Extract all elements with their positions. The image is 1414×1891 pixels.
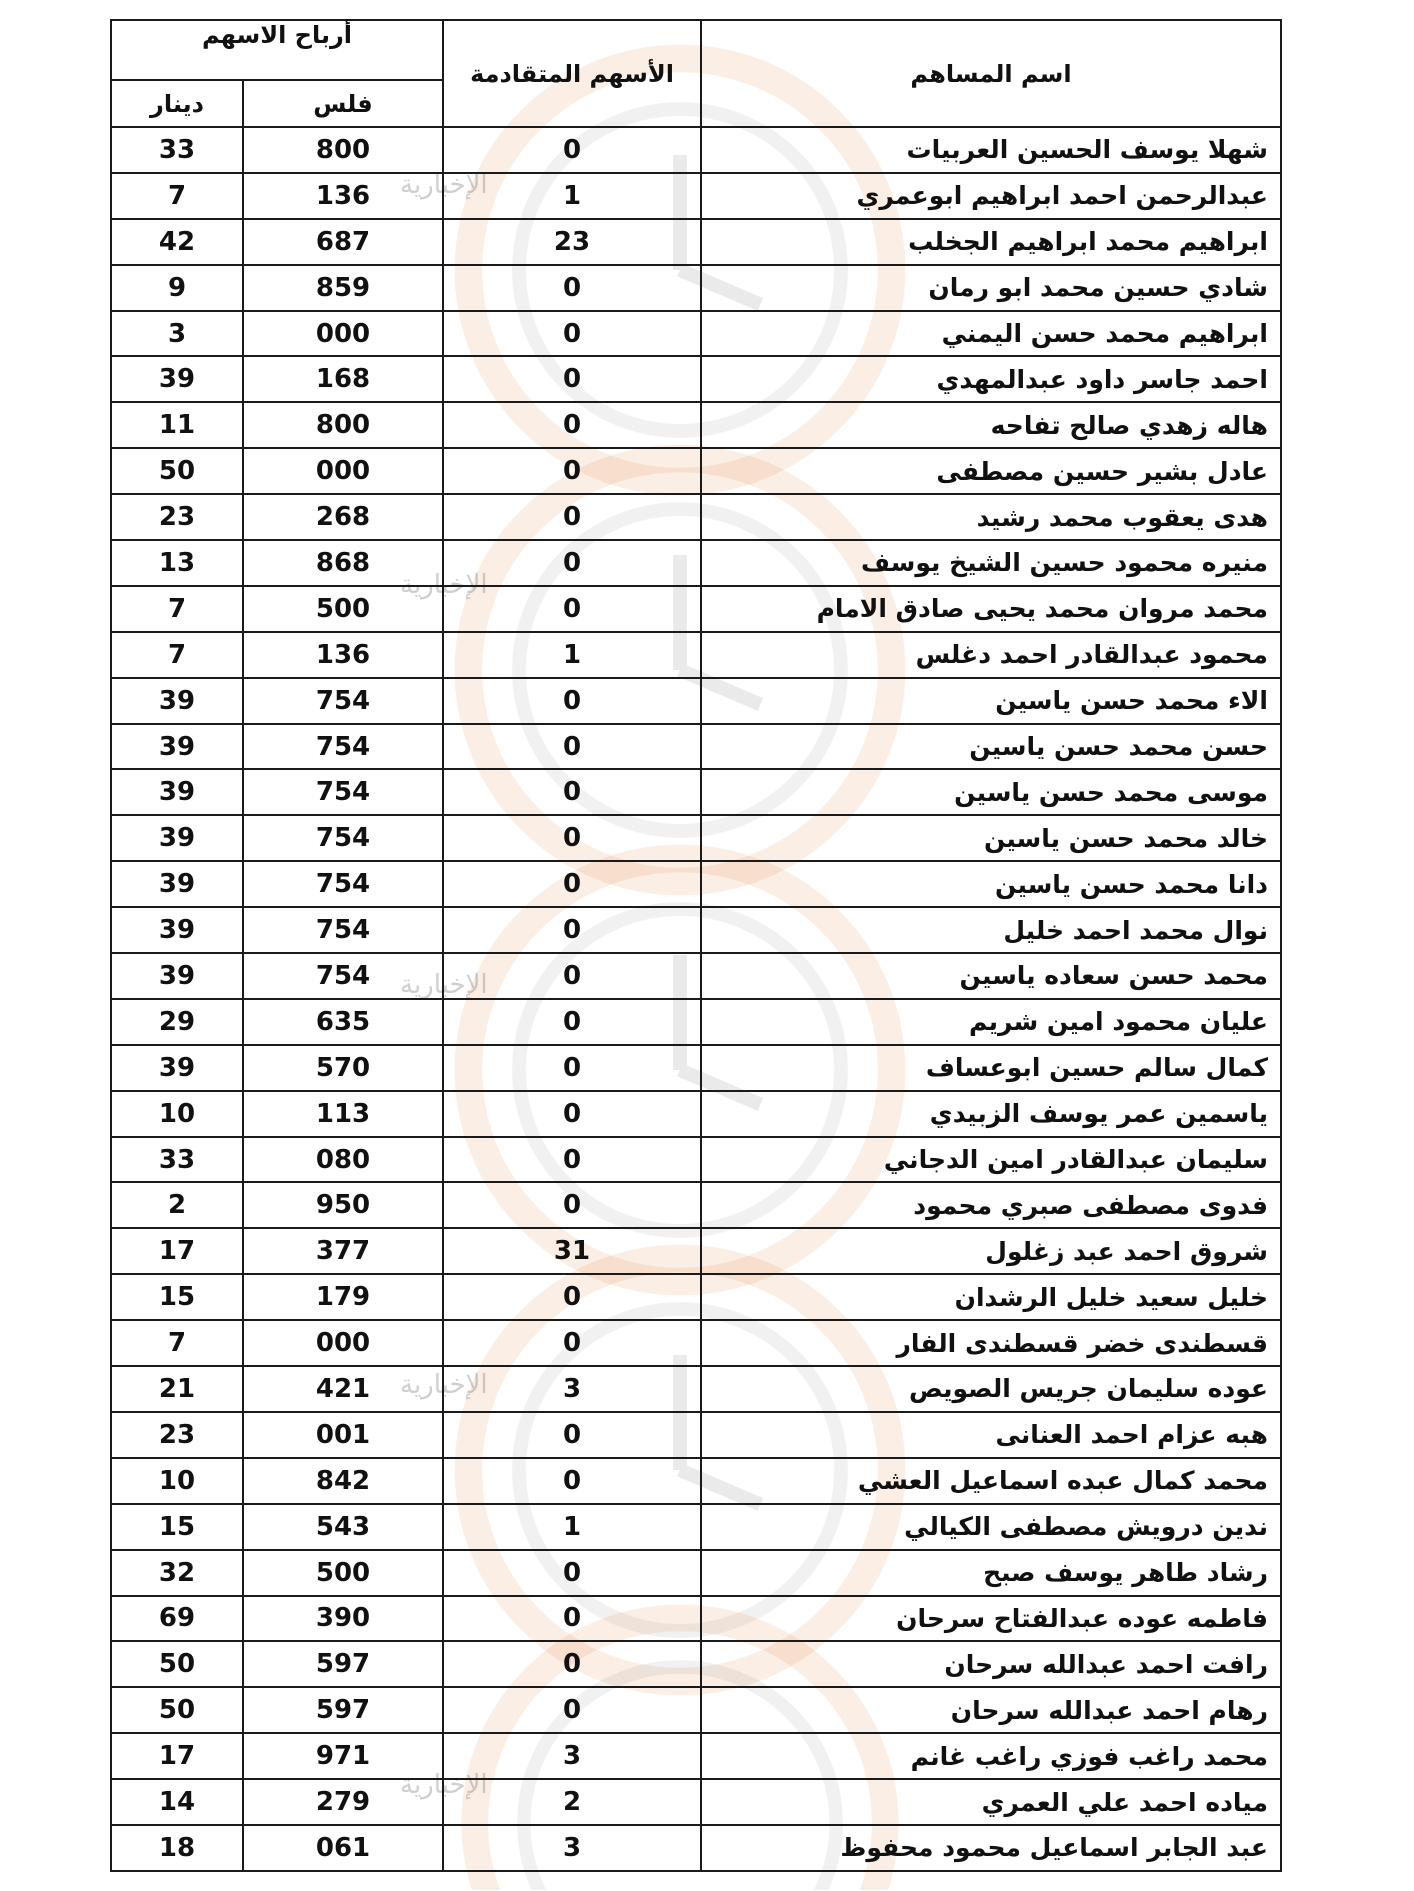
watermark-text: الإخبارية bbox=[400, 1370, 488, 1400]
shareholder-name-cell: حسن محمد حسن ياسين bbox=[701, 724, 1281, 770]
table-row bbox=[111, 724, 1281, 770]
watermark-text: الإخبارية bbox=[400, 1770, 488, 1800]
shareholder-name-cell: رهام احمد عبدالله سرحان bbox=[701, 1687, 1281, 1733]
dinar-cell: 15 bbox=[111, 1274, 243, 1320]
accumulated-shares-header: الأسهم المتقادمة bbox=[443, 20, 701, 127]
fils-cell: 868 bbox=[243, 540, 443, 586]
dinar-cell: 14 bbox=[111, 1779, 243, 1825]
dinar-cell: 2 bbox=[111, 1182, 243, 1228]
accumulated-shares-cell: 0 bbox=[443, 402, 701, 448]
fils-header: فلس bbox=[243, 80, 443, 127]
dinar-cell: 17 bbox=[111, 1733, 243, 1779]
fils-cell: 421 bbox=[243, 1366, 443, 1412]
shareholder-name-cell: موسى محمد حسن ياسين bbox=[701, 769, 1281, 815]
dinar-cell: 13 bbox=[111, 540, 243, 586]
shareholder-name-header: اسم المساهم bbox=[701, 20, 1281, 127]
shareholder-name-cell: محمد راغب فوزي راغب غانم bbox=[701, 1733, 1281, 1779]
table-row bbox=[111, 1228, 1281, 1274]
watermark-text: الإخبارية bbox=[400, 970, 488, 1000]
table-row bbox=[111, 1641, 1281, 1687]
accumulated-shares-cell: 0 bbox=[443, 1458, 701, 1504]
dinar-cell: 39 bbox=[111, 724, 243, 770]
accumulated-shares-cell: 0 bbox=[443, 907, 701, 953]
shareholder-name-cell: فاطمه عوده عبدالفتاح سرحان bbox=[701, 1596, 1281, 1642]
table-body bbox=[111, 127, 1281, 1871]
table-row bbox=[111, 1045, 1281, 1091]
shareholder-name-cell: ندين درويش مصطفى الكيالي bbox=[701, 1504, 1281, 1550]
dinar-cell: 9 bbox=[111, 265, 243, 311]
table-row bbox=[111, 402, 1281, 448]
dinar-cell: 39 bbox=[111, 953, 243, 999]
fils-cell: 001 bbox=[243, 1412, 443, 1458]
shareholder-name-cell: ابراهيم محمد ابراهيم الجخلب bbox=[701, 219, 1281, 265]
shareholder-name-cell: ابراهيم محمد حسن اليمني bbox=[701, 311, 1281, 357]
fils-cell: 754 bbox=[243, 678, 443, 724]
fils-cell: 168 bbox=[243, 356, 443, 402]
fils-cell: 000 bbox=[243, 448, 443, 494]
dinar-cell: 39 bbox=[111, 678, 243, 724]
table-row bbox=[111, 1504, 1281, 1550]
shareholder-name-cell: دانا محمد حسن ياسين bbox=[701, 861, 1281, 907]
table-row bbox=[111, 1091, 1281, 1137]
shareholder-name-cell: شروق احمد عبد زغلول bbox=[701, 1228, 1281, 1274]
accumulated-shares-cell: 0 bbox=[443, 1412, 701, 1458]
fils-cell: 800 bbox=[243, 127, 443, 173]
accumulated-shares-cell: 0 bbox=[443, 1320, 701, 1366]
fils-cell: 754 bbox=[243, 769, 443, 815]
dinar-cell: 33 bbox=[111, 127, 243, 173]
dinar-cell: 39 bbox=[111, 356, 243, 402]
table-row bbox=[111, 953, 1281, 999]
dinar-cell: 39 bbox=[111, 1045, 243, 1091]
dinar-cell: 32 bbox=[111, 1550, 243, 1596]
table-row bbox=[111, 815, 1281, 861]
table-row bbox=[111, 265, 1281, 311]
fils-cell: 635 bbox=[243, 999, 443, 1045]
dinar-cell: 21 bbox=[111, 1366, 243, 1412]
shareholder-name-cell: سليمان عبدالقادر امين الدجاني bbox=[701, 1137, 1281, 1183]
dinar-cell: 11 bbox=[111, 402, 243, 448]
fils-cell: 754 bbox=[243, 861, 443, 907]
accumulated-shares-cell: 0 bbox=[443, 678, 701, 724]
shareholder-name-cell: هبه عزام احمد العنانى bbox=[701, 1412, 1281, 1458]
dinar-cell: 50 bbox=[111, 448, 243, 494]
accumulated-shares-cell: 0 bbox=[443, 494, 701, 540]
accumulated-shares-cell: 0 bbox=[443, 1641, 701, 1687]
dinar-cell: 23 bbox=[111, 1412, 243, 1458]
dinar-cell: 7 bbox=[111, 632, 243, 678]
shareholder-name-cell: عبدالرحمن احمد ابراهيم ابوعمري bbox=[701, 173, 1281, 219]
dinar-cell: 23 bbox=[111, 494, 243, 540]
shareholder-name-cell: نوال محمد احمد خليل bbox=[701, 907, 1281, 953]
shareholder-name-cell: عبد الجابر اسماعيل محمود محفوظ bbox=[701, 1825, 1281, 1871]
table-row bbox=[111, 769, 1281, 815]
table-row bbox=[111, 1320, 1281, 1366]
accumulated-shares-cell: 3 bbox=[443, 1825, 701, 1871]
shareholder-name-cell: منيره محمود حسين الشيخ يوسف bbox=[701, 540, 1281, 586]
accumulated-shares-cell: 0 bbox=[443, 1550, 701, 1596]
accumulated-shares-cell: 1 bbox=[443, 173, 701, 219]
accumulated-shares-cell: 0 bbox=[443, 540, 701, 586]
accumulated-shares-cell: 0 bbox=[443, 724, 701, 770]
shareholder-name-cell: خليل سعيد خليل الرشدان bbox=[701, 1274, 1281, 1320]
table-row bbox=[111, 999, 1281, 1045]
dinar-cell: 39 bbox=[111, 769, 243, 815]
table-header bbox=[111, 20, 1281, 127]
table-row bbox=[111, 1412, 1281, 1458]
shareholder-name-cell: رشاد طاهر يوسف صبح bbox=[701, 1550, 1281, 1596]
fils-cell: 000 bbox=[243, 311, 443, 357]
fils-cell: 000 bbox=[243, 1320, 443, 1366]
accumulated-shares-cell: 0 bbox=[443, 1045, 701, 1091]
table-row bbox=[111, 448, 1281, 494]
shareholder-name-cell: الاء محمد حسن ياسين bbox=[701, 678, 1281, 724]
accumulated-shares-cell: 0 bbox=[443, 1137, 701, 1183]
table-row bbox=[111, 540, 1281, 586]
accumulated-shares-cell: 0 bbox=[443, 999, 701, 1045]
dinar-cell: 39 bbox=[111, 815, 243, 861]
accumulated-shares-cell: 0 bbox=[443, 861, 701, 907]
accumulated-shares-cell: 0 bbox=[443, 311, 701, 357]
table-row bbox=[111, 356, 1281, 402]
fils-cell: 136 bbox=[243, 632, 443, 678]
dinar-cell: 50 bbox=[111, 1641, 243, 1687]
dinar-cell: 42 bbox=[111, 219, 243, 265]
table-row bbox=[111, 311, 1281, 357]
accumulated-shares-cell: 0 bbox=[443, 769, 701, 815]
fils-cell: 080 bbox=[243, 1137, 443, 1183]
accumulated-shares-cell: 2 bbox=[443, 1779, 701, 1825]
table-row bbox=[111, 1550, 1281, 1596]
shareholder-name-cell: هدى يعقوب محمد رشيد bbox=[701, 494, 1281, 540]
accumulated-shares-cell: 0 bbox=[443, 1596, 701, 1642]
table-row bbox=[111, 586, 1281, 632]
table-row bbox=[111, 632, 1281, 678]
accumulated-shares-cell: 1 bbox=[443, 632, 701, 678]
shareholder-name-cell: فدوى مصطفى صبري محمود bbox=[701, 1182, 1281, 1228]
dinar-cell: 39 bbox=[111, 907, 243, 953]
accumulated-shares-cell: 0 bbox=[443, 1687, 701, 1733]
fils-cell: 800 bbox=[243, 402, 443, 448]
shareholder-name-cell: عادل بشير حسين مصطفى bbox=[701, 448, 1281, 494]
shareholder-name-cell: عوده سليمان جريس الصويص bbox=[701, 1366, 1281, 1412]
shareholder-name-cell: احمد جاسر داود عبدالمهدي bbox=[701, 356, 1281, 402]
accumulated-shares-cell: 0 bbox=[443, 1091, 701, 1137]
fils-cell: 268 bbox=[243, 494, 443, 540]
dinar-cell: 29 bbox=[111, 999, 243, 1045]
dinar-cell: 18 bbox=[111, 1825, 243, 1871]
accumulated-shares-cell: 0 bbox=[443, 448, 701, 494]
table-row bbox=[111, 1366, 1281, 1412]
fils-cell: 754 bbox=[243, 953, 443, 999]
shareholder-name-cell: مياده احمد علي العمري bbox=[701, 1779, 1281, 1825]
fils-cell: 754 bbox=[243, 815, 443, 861]
shareholder-name-cell: كمال سالم حسين ابوعساف bbox=[701, 1045, 1281, 1091]
table-row bbox=[111, 173, 1281, 219]
table-row bbox=[111, 1733, 1281, 1779]
fils-cell: 179 bbox=[243, 1274, 443, 1320]
fils-cell: 543 bbox=[243, 1504, 443, 1550]
accumulated-shares-cell: 0 bbox=[443, 127, 701, 173]
watermark-text: الإخبارية bbox=[400, 170, 488, 200]
table-row bbox=[111, 1274, 1281, 1320]
table-row bbox=[111, 1458, 1281, 1504]
accumulated-shares-cell: 23 bbox=[443, 219, 701, 265]
accumulated-shares-cell: 0 bbox=[443, 586, 701, 632]
accumulated-shares-cell: 0 bbox=[443, 1274, 701, 1320]
fils-cell: 500 bbox=[243, 586, 443, 632]
table-row bbox=[111, 678, 1281, 724]
table-row bbox=[111, 1825, 1281, 1871]
accumulated-shares-cell: 0 bbox=[443, 356, 701, 402]
dinar-cell: 7 bbox=[111, 173, 243, 219]
fils-cell: 377 bbox=[243, 1228, 443, 1274]
fils-cell: 842 bbox=[243, 1458, 443, 1504]
table-row bbox=[111, 1687, 1281, 1733]
table-row bbox=[111, 219, 1281, 265]
dinar-cell: 33 bbox=[111, 1137, 243, 1183]
accumulated-shares-cell: 3 bbox=[443, 1733, 701, 1779]
fils-cell: 950 bbox=[243, 1182, 443, 1228]
dinar-cell: 15 bbox=[111, 1504, 243, 1550]
fils-cell: 113 bbox=[243, 1091, 443, 1137]
accumulated-shares-cell: 1 bbox=[443, 1504, 701, 1550]
fils-cell: 859 bbox=[243, 265, 443, 311]
shareholder-name-cell: هاله زهدي صالح تفاحه bbox=[701, 402, 1281, 448]
dinar-header: دينار bbox=[111, 80, 243, 127]
watermark-text: الإخبارية bbox=[400, 570, 488, 600]
table-row bbox=[111, 1182, 1281, 1228]
accumulated-shares-cell: 0 bbox=[443, 953, 701, 999]
shareholder-name-cell: محمد مروان محمد يحيى صادق الامام bbox=[701, 586, 1281, 632]
fils-cell: 971 bbox=[243, 1733, 443, 1779]
dinar-cell: 3 bbox=[111, 311, 243, 357]
fils-cell: 390 bbox=[243, 1596, 443, 1642]
table-row bbox=[111, 494, 1281, 540]
shareholder-name-cell: عليان محمود امين شريم bbox=[701, 999, 1281, 1045]
dinar-cell: 10 bbox=[111, 1091, 243, 1137]
dinar-cell: 39 bbox=[111, 861, 243, 907]
fils-cell: 570 bbox=[243, 1045, 443, 1091]
accumulated-shares-cell: 0 bbox=[443, 1182, 701, 1228]
shareholder-name-cell: محمود عبدالقادر احمد دغلس bbox=[701, 632, 1281, 678]
table-row bbox=[111, 907, 1281, 953]
fils-cell: 279 bbox=[243, 1779, 443, 1825]
shareholders-table bbox=[110, 19, 1282, 1872]
shareholder-name-cell: ياسمين عمر يوسف الزبيدي bbox=[701, 1091, 1281, 1137]
dinar-cell: 69 bbox=[111, 1596, 243, 1642]
fils-cell: 754 bbox=[243, 724, 443, 770]
fils-cell: 061 bbox=[243, 1825, 443, 1871]
accumulated-shares-cell: 3 bbox=[443, 1366, 701, 1412]
fils-cell: 136 bbox=[243, 173, 443, 219]
shareholder-name-cell: شادي حسين محمد ابو رمان bbox=[701, 265, 1281, 311]
shareholder-name-cell: رافت احمد عبدالله سرحان bbox=[701, 1641, 1281, 1687]
dinar-cell: 17 bbox=[111, 1228, 243, 1274]
dinar-cell: 50 bbox=[111, 1687, 243, 1733]
table-row bbox=[111, 1779, 1281, 1825]
table-row bbox=[111, 1137, 1281, 1183]
shareholder-name-cell: شهلا يوسف الحسين العربيات bbox=[701, 127, 1281, 173]
table-row bbox=[111, 861, 1281, 907]
table-row bbox=[111, 1596, 1281, 1642]
dinar-cell: 7 bbox=[111, 1320, 243, 1366]
fils-cell: 597 bbox=[243, 1687, 443, 1733]
fils-cell: 500 bbox=[243, 1550, 443, 1596]
shareholder-name-cell: محمد كمال عبده اسماعيل العشي bbox=[701, 1458, 1281, 1504]
table-row bbox=[111, 127, 1281, 173]
fils-cell: 754 bbox=[243, 907, 443, 953]
shareholder-name-cell: خالد محمد حسن ياسين bbox=[701, 815, 1281, 861]
accumulated-shares-cell: 31 bbox=[443, 1228, 701, 1274]
dividends-header: أرباح الاسهم bbox=[111, 20, 443, 80]
accumulated-shares-cell: 0 bbox=[443, 265, 701, 311]
dinar-cell: 7 bbox=[111, 586, 243, 632]
accumulated-shares-cell: 0 bbox=[443, 815, 701, 861]
shareholder-name-cell: محمد حسن سعاده ياسين bbox=[701, 953, 1281, 999]
fils-cell: 597 bbox=[243, 1641, 443, 1687]
dinar-cell: 10 bbox=[111, 1458, 243, 1504]
shareholder-name-cell: قسطندى خضر قسطندى الفار bbox=[701, 1320, 1281, 1366]
fils-cell: 687 bbox=[243, 219, 443, 265]
